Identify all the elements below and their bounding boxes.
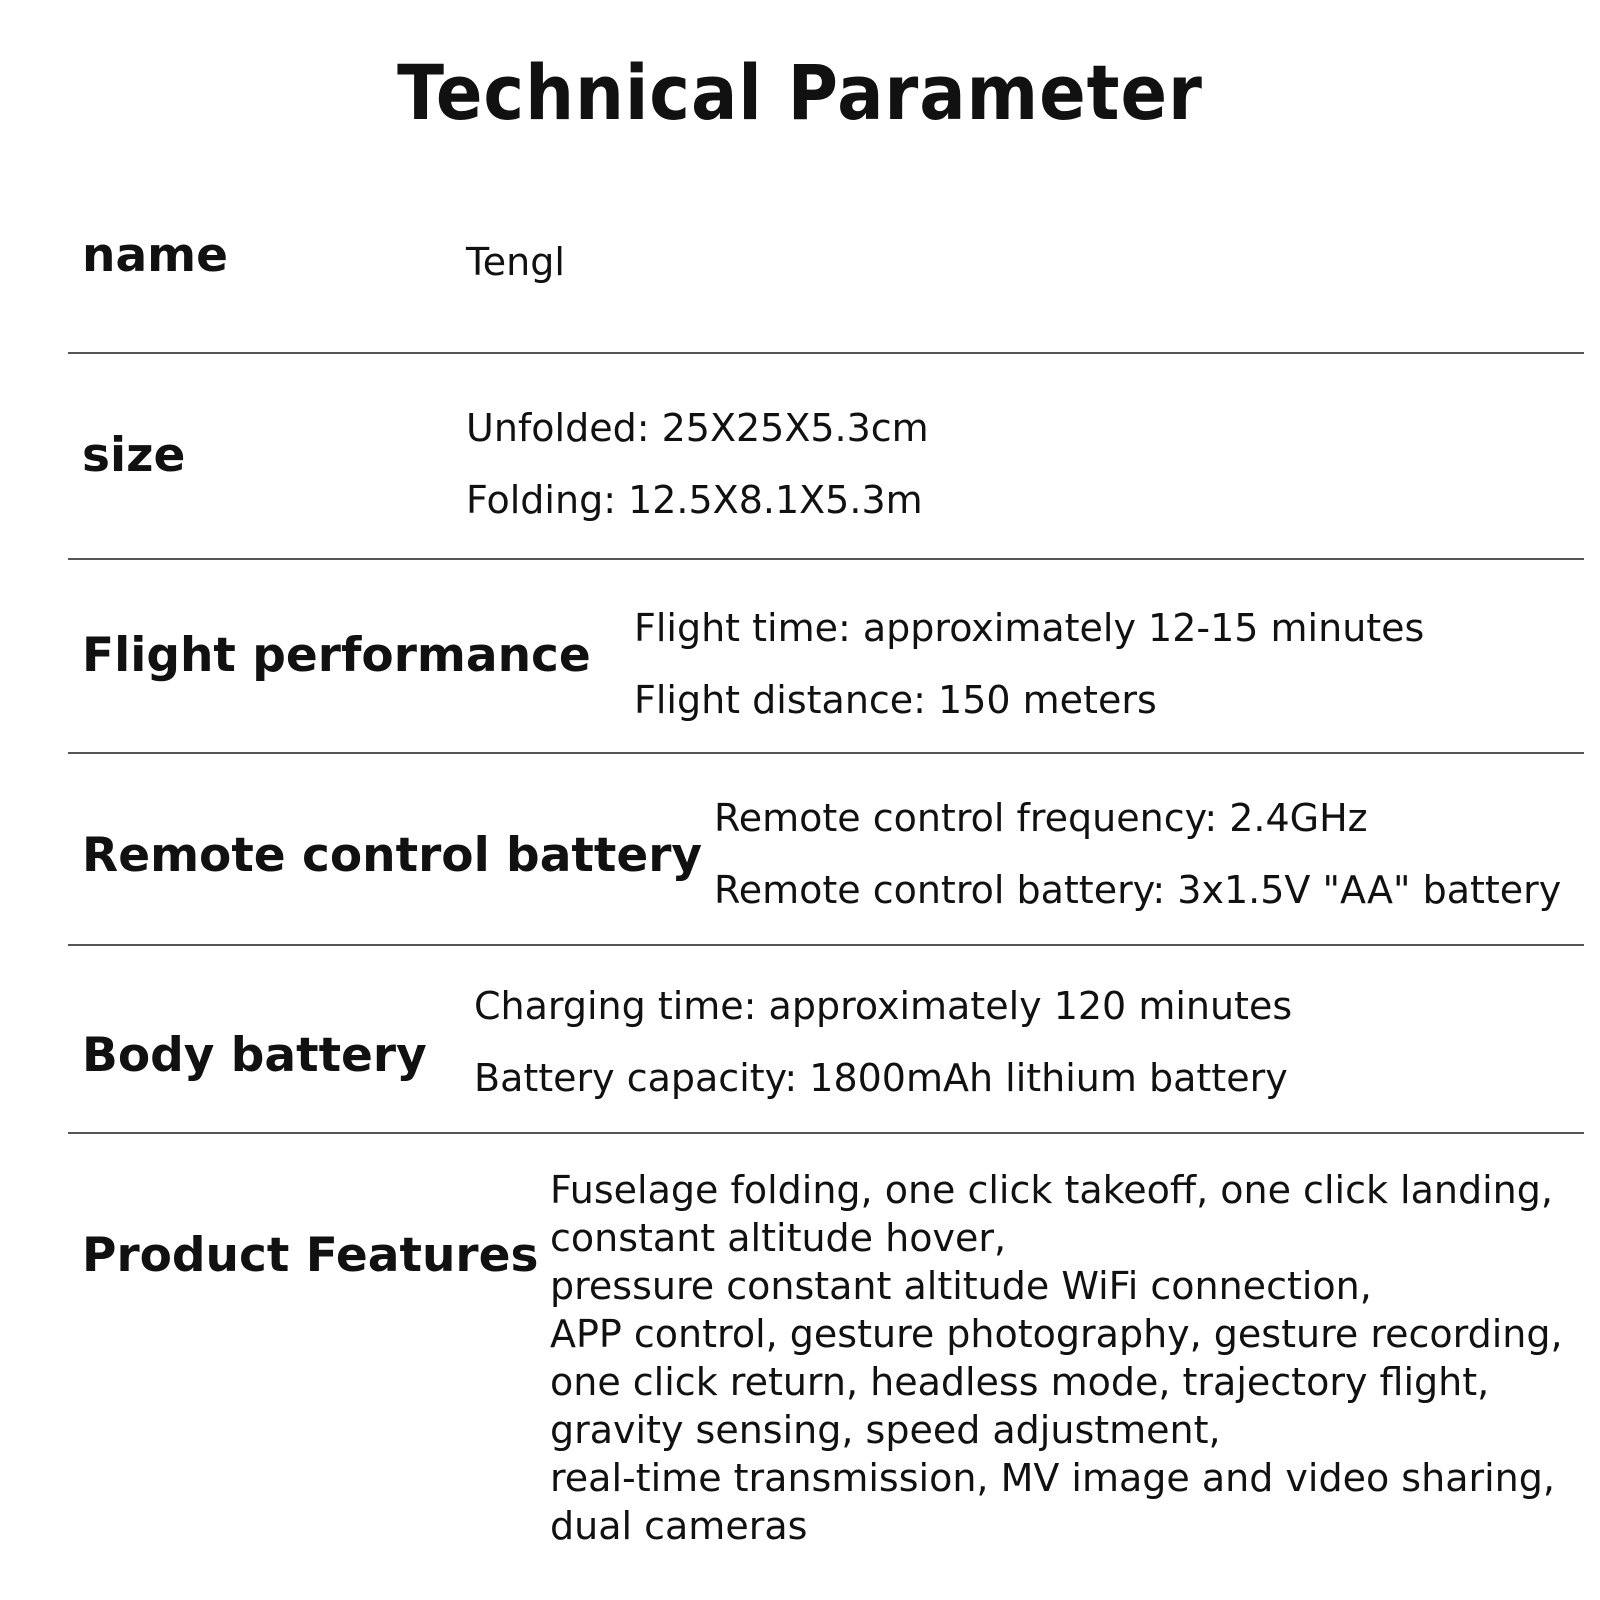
spec-value: Flight time: approximately 12-15 minutes: [634, 606, 1425, 650]
row-divider: [68, 558, 1584, 560]
spec-value: Folding: 12.5X8.1X5.3m: [466, 478, 923, 522]
spec-value: Flight distance: 150 meters: [634, 678, 1157, 722]
spec-value: Remote control frequency: 2.4GHz: [714, 796, 1368, 840]
spec-label: Flight performance: [82, 628, 591, 683]
spec-label: Remote control battery: [82, 828, 703, 883]
spec-label: Product Features: [82, 1228, 539, 1283]
feature-line: constant altitude hover,: [550, 1216, 1007, 1260]
feature-line: Fuselage folding, one click takeoff, one click landing,: [550, 1168, 1553, 1212]
spec-value: Remote control battery: 3x1.5V "AA" battery: [714, 868, 1562, 912]
spec-value: Unfolded: 25X25X5.3cm: [466, 406, 929, 450]
spec-values: [466, 226, 565, 298]
spec-label: name: [82, 228, 229, 283]
spec-label: size: [82, 428, 186, 483]
row-divider: [68, 752, 1584, 754]
spec-value: Tengl: [466, 240, 565, 284]
spec-values: [714, 782, 1561, 926]
feature-line: one click return, headless mode, trajectory flight,: [550, 1360, 1490, 1404]
spec-values: [550, 1166, 1563, 1550]
spec-values: [634, 592, 1424, 736]
page-title: Technical Parameter: [397, 48, 1203, 137]
feature-line: gravity sensing, speed adjustment,: [550, 1408, 1221, 1452]
feature-line: pressure constant altitude WiFi connection,: [550, 1264, 1372, 1308]
spec-values: [474, 970, 1292, 1114]
spec-value: Battery capacity: 1800mAh lithium battery: [474, 1056, 1288, 1100]
feature-line: real-time transmission, MV image and video sharing,: [550, 1456, 1555, 1500]
feature-line: APP control, gesture photography, gesture recording,: [550, 1312, 1563, 1356]
spec-value: Charging time: approximately 120 minutes: [474, 984, 1293, 1028]
row-divider: [68, 944, 1584, 946]
row-divider: [68, 352, 1584, 354]
feature-line: dual cameras: [550, 1504, 808, 1548]
spec-values: [466, 392, 929, 536]
spec-label: Body battery: [82, 1028, 427, 1083]
row-divider: [68, 1132, 1584, 1134]
